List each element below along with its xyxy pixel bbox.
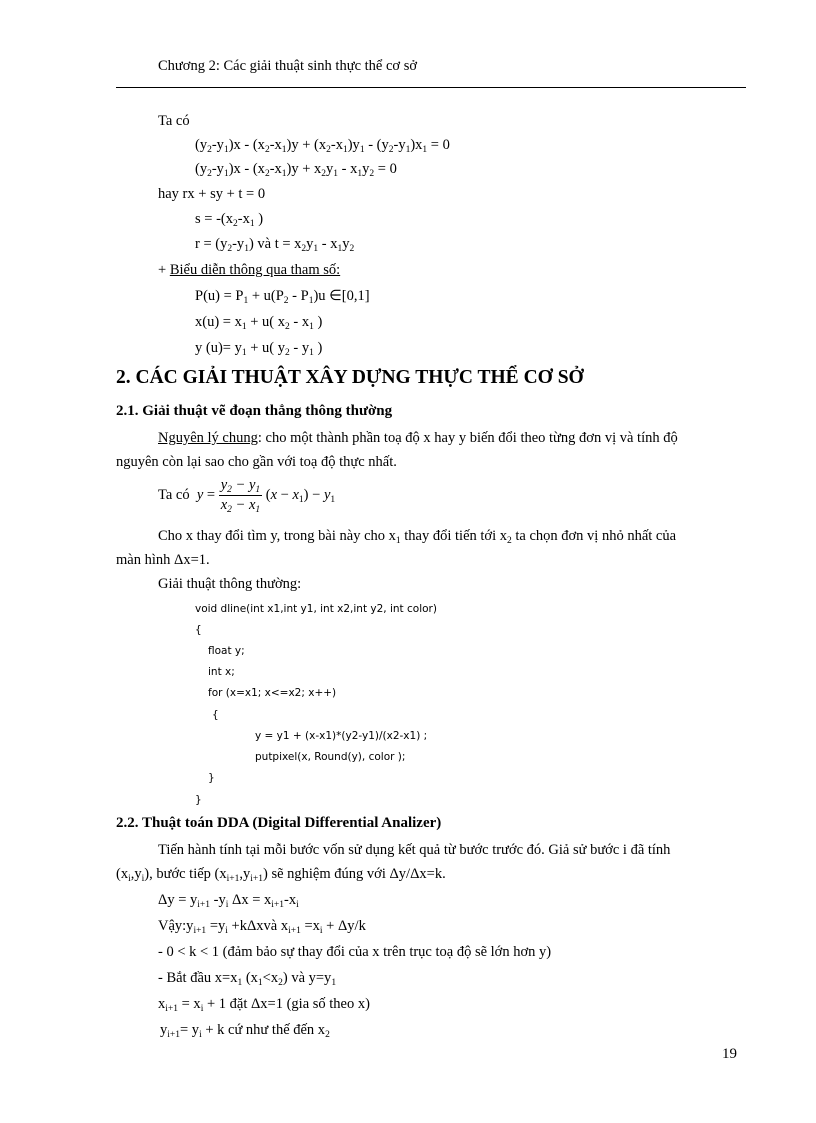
param-heading: + Biểu diễn thông qua tham số:	[158, 262, 341, 278]
cho-x-line-2: màn hình Δx=1.	[116, 552, 210, 568]
dda-condition-1: - 0 < k < 1 (đảm bảo sự thay đổi của x trên trục toạ độ sẽ lớn hơn y)	[158, 944, 552, 960]
code-line: {	[212, 709, 219, 721]
code-line: }	[195, 794, 202, 806]
section-2-2-heading: 2.2. Thuật toán DDA (Digital Differential Analizer)	[116, 815, 442, 831]
equation-s: $s = -(x_2-x_1$ )	[195, 211, 264, 229]
principle-line-1: Nguyên lý chung: cho một thành phần toạ độ x hay y biến đổi theo từng đơn vị và tính độ	[158, 430, 678, 446]
equation-1: $(y_2-y_1)x - (x_2-x_1)y + (x_2-x_1)y_1 - (y_2-y_1)x_1 = 0$	[195, 137, 450, 155]
header-rule	[116, 87, 746, 88]
ta-co-label: Ta có	[158, 113, 190, 129]
code-line: }	[208, 772, 215, 784]
section-2-heading: 2. CÁC GIẢI THUẬT XÂY DỰNG THỰC THỂ CƠ SỞ	[116, 367, 584, 388]
equation-pu: $P(u) = P_1 + u(P_2 - P_1)u$ ∈[0,1]	[195, 288, 370, 306]
code-line: putpixel(x, Round(y), color );	[255, 751, 406, 763]
formula-line: Ta có y = $\frac{y_2 - y_1}{x_2 - x_1}$ $(x - x_1) - y_1$	[158, 477, 336, 515]
principle-line-2: nguyên còn lại sao cho gần với toạ độ thực nhất.	[116, 454, 397, 470]
code-line: {	[195, 624, 202, 636]
equation-yu: y $(u)= y_1 + u$( $y_2 - y_1$ )	[195, 340, 323, 358]
dda-step-y: $y_{i+1}= y_i + k$ cứ như thế đến $x_2$	[160, 1022, 330, 1040]
section-2-1-heading: 2.1. Giải thuật vẽ đoạn thẳng thông thường	[116, 403, 393, 419]
equation-xu: $x(u) = x_1 + u$( $x_2 - x_1$ )	[195, 314, 323, 332]
code-line: for (x=x1; x<=x2; x++)	[208, 687, 337, 699]
dda-step-x: $x_{i+1} = x_i + 1$ đặt Δx=1 (gia số theo x)	[158, 996, 370, 1014]
dda-line-1: Tiến hành tính tại mỗi bước vốn sử dụng kết quả từ bước trước đó. Giả sử bước i đã tính	[158, 842, 671, 858]
equation-hay: hay rx + sy + t = 0	[158, 186, 266, 202]
page-number: 19	[722, 1046, 737, 1062]
equation-r-t: $r = (y_2-y_1)$ và $t = x_2y_1 - x_1y_2$	[195, 236, 355, 254]
algo-title: Giải thuật thông thường:	[158, 576, 302, 592]
dda-condition-2: - Bắt đầu $x=x_1$ $(x_1<x_2)$ và $y=y_1$	[158, 970, 337, 988]
code-line: void dline(int x1,int y1, int x2,int y2, int color)	[195, 603, 437, 615]
code-line: float y;	[208, 645, 245, 657]
running-header: Chương 2: Các giải thuật sinh thực thể cơ sở	[158, 58, 418, 74]
dda-line-2: $(x_i,y_i)$, bước tiếp $(x_{i+1},y_{i+1})$ sẽ nghiệm đúng với Δy/Δx=k.	[116, 866, 446, 884]
dda-vay-line: $Vậy:y_{i+1} =y_i$ +kΔxvà $x_{i+1} =x_i + \Delta y/k$	[158, 918, 366, 936]
equation-2: $(y_2-y_1)x - (x_2-x_1)y + x_2y_1 - x_1y_2 = 0$	[195, 161, 397, 179]
dda-delta-line: $\Delta y = y_{i+1}$ $-y_i$ $\Delta x = x_{i+1}-x_i$	[158, 892, 299, 910]
code-line: int x;	[208, 666, 235, 678]
code-line: y = y1 + (x-x1)*(y2-y1)/(x2-x1) ;	[255, 730, 428, 742]
cho-x-line-1: Cho x thay đổi tìm y, trong bài này cho $x_1$ thay đổi tiến tới $x_2$ ta chọn đơn vị nhỏ nhất của	[158, 528, 677, 546]
